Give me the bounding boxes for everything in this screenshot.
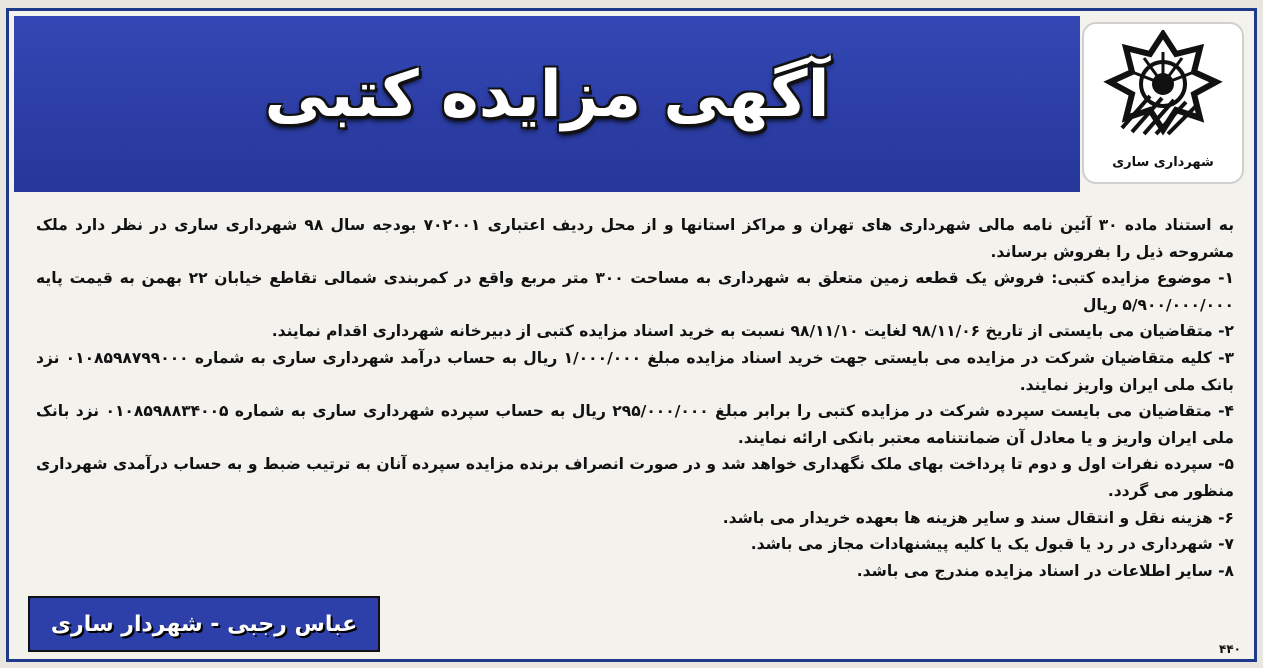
notice-item: ۷- شهرداری در رد یا قبول یک یا کلیه پیشنهادات مجاز می باشد. (750, 535, 1234, 554)
notice-item: ۸- سایر اطلاعات در اسناد مزایده مندرج می باشد. (856, 561, 1234, 580)
title-banner (14, 16, 1080, 192)
notice-item: ۶- هزینه نقل و انتقال سند و سایر هزینه ها بعهده خریدار می باشد. (722, 508, 1234, 527)
notice-item: ۵- سپرده نفرات اول و دوم تا پرداخت بهای ملک نگهداری خواهد شد و در صورت انصراف برنده مزایده سپرده آنان به ترتیب ضبط و به حساب درآمدی شهرداری منظور می گردد. (36, 455, 1234, 500)
notice-item: ۴- متقاضیان می بایست سپرده شرکت در مزایده کتبی را برابر مبلغ ۲۹۵/۰۰۰/۰۰۰ ریال به حساب سپرده شهرداری ساری به شماره ۰۱۰۸۵۹۸۸۳۴۰۰۵ نزد بانک ملی ایران واریز و یا معادل آن ضمانتنامه معتبر بانکی ارائه نمایند. (36, 402, 1235, 447)
logo-caption: شهرداری ساری (1112, 155, 1214, 170)
notice-body (36, 212, 1234, 592)
sari-municipality-logo (1082, 22, 1244, 184)
notice-item: ۳- کلیه متقاضیان شرکت در مزایده می بایستی جهت خرید اسناد مزایده مبلغ ۱/۰۰۰/۰۰۰ ریال به حساب درآمد شهرداری ساری به شماره ۰۱۰۸۵۹۸۷۹۹۰۰۰ نزد بانک ملی ایران واریز نمایند. (36, 348, 1234, 394)
ad-code: ۴۴۰ (1219, 642, 1241, 656)
signature-box (28, 596, 380, 652)
emblem-icon (1092, 30, 1234, 152)
notice-item: ۱- موضوع مزایده کتبی: فروش یک قطعه زمین متعلق به شهرداری به مساحت ۳۰۰ متر مربع واقع در کمربندی شمالی تقاطع خیابان ۲۲ بهمن به قیمت پایه ۵/۹۰۰/۰۰۰/۰۰۰ ریال (36, 269, 1234, 314)
notice-item: ۲- متقاضیان می بایستی از تاریخ ۹۸/۱۱/۰۶ لغایت ۹۸/۱۱/۱۰ نسبت به خرید اسناد مزایده کتبی از دبیرخانه شهرداری اقدام نمایند. (271, 322, 1234, 341)
notice-paragraph: به استناد ماده ۳۰ آئین نامه مالی شهرداری های تهران و مراکز استانها و از محل ردیف اعتباری ۷۰۲۰۰۱ بودجه سال ۹۸ شهرداری ساری در نظر دارد ملک مشروحه ذیل را بفروش برساند. (36, 216, 1235, 261)
page-title: آگهی مزایده کتبی (264, 58, 830, 132)
signature-text: عباس رجبی - شهردار ساری (50, 611, 358, 637)
